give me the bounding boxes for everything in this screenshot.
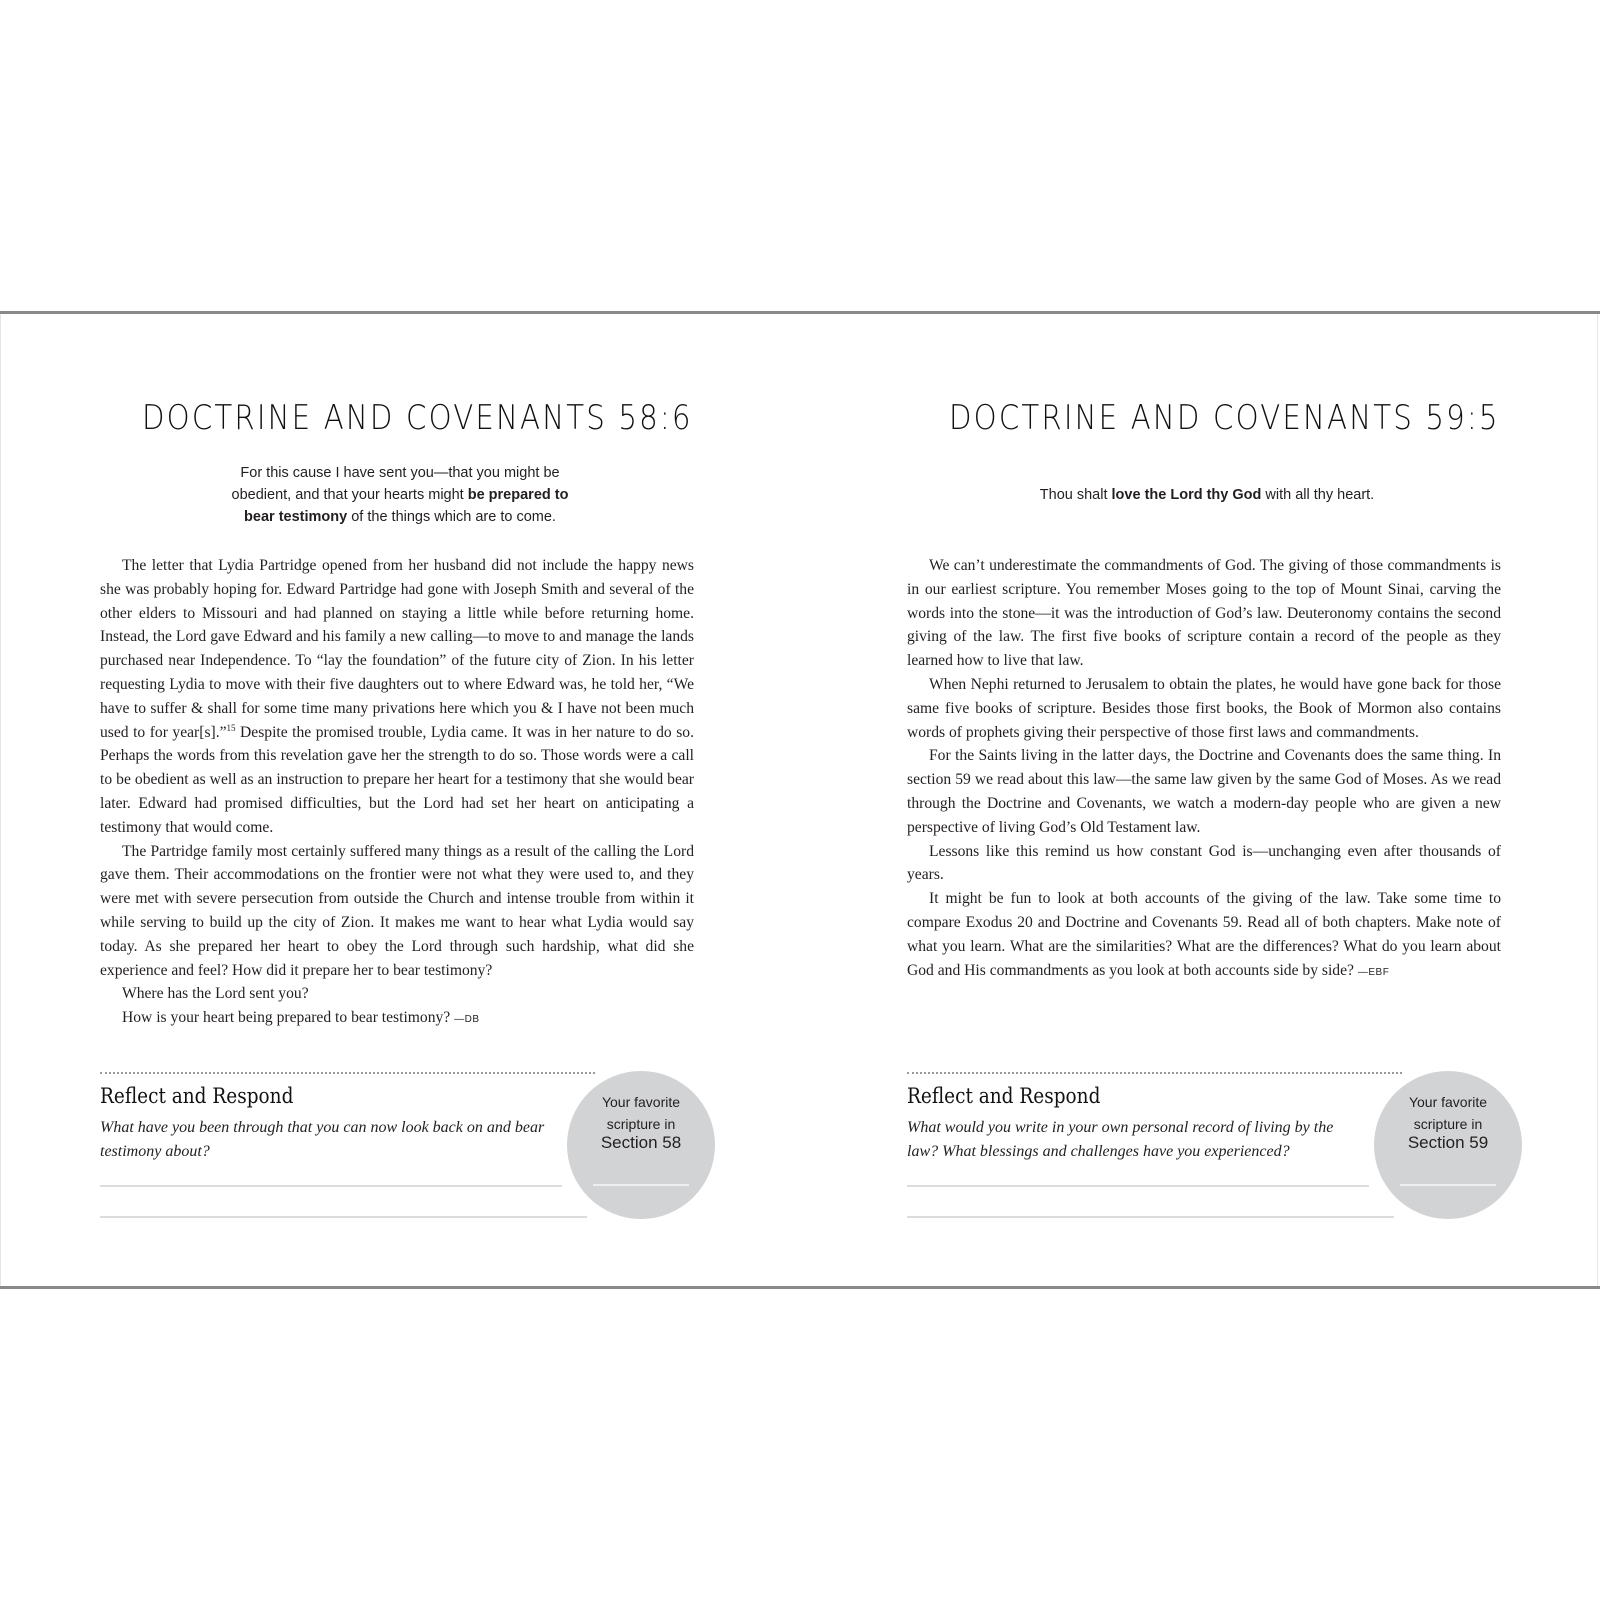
verse-text: obedient, and that your hearts might	[231, 487, 468, 503]
commentary-body	[100, 554, 694, 1032]
favorite-scripture-circle[interactable]	[1374, 1071, 1522, 1219]
favorite-scripture-circle[interactable]	[567, 1071, 715, 1219]
commentary-body	[907, 554, 1501, 984]
paragraph: The Partridge family most certainly suffered many things as a result of the calling the Lord gave them. Their accommodations on the frontier were not what they were used to, and they were met with severe persecution from outside the Church and intense trouble from within it while serving to build up the city of Zion. It makes me want to hear what Lydia would say today. As she prepared her heart to obey the Lord through such hardship, what did she experience and feel? How did it prepare her to bear testimony?	[100, 842, 694, 979]
scripture-verse	[907, 484, 1507, 506]
paragraph: When Nephi returned to Jerusalem to obtain the plates, he would have gone back for those same five books of scripture. Besides those first books, the Book of Mormon also contains words of prophets giving their perspective of those first laws and commandments.	[907, 675, 1501, 741]
dotted-divider	[907, 1072, 1402, 1074]
reflect-question: What would you write in your own personal record of living by the law? What blessings and challenges have you experienced?	[907, 1119, 1334, 1160]
paragraph: Where has the Lord sent you?	[122, 985, 309, 1003]
favorite-writing-line[interactable]	[1400, 1184, 1496, 1186]
bottom-page-rule	[0, 1286, 1600, 1289]
writing-line[interactable]	[907, 1216, 1394, 1218]
right-page	[907, 314, 1517, 1286]
paragraph-text: Despite the promised trouble, Lydia came. It was in her nature to do so. Perhaps the words from this revelation gave her the strength to do so. Those words were a call to be obedient as well as an instruction to prepare her heart for a testimony that she would bear later. Edward had promised difficulties, but the Lord had set her heart on anticipating a testimony that would come.	[100, 723, 694, 836]
scripture-verse	[100, 462, 700, 528]
writing-line[interactable]	[100, 1216, 587, 1218]
writing-line[interactable]	[100, 1185, 562, 1187]
verse-emphasis: be prepared to	[467, 487, 569, 503]
favorite-label-line: Your favorite	[1408, 1094, 1488, 1110]
reflect-question: What have you been through that you can now look back on and bear testimony about?	[100, 1119, 545, 1160]
favorite-label-line: Your favorite	[601, 1094, 681, 1110]
verse-emphasis: love the Lord thy God	[1111, 487, 1262, 503]
favorite-label	[1374, 1091, 1522, 1135]
page-title: DOCTRINE AND COVENANTS 59:5	[949, 398, 1500, 438]
left-page	[100, 314, 710, 1286]
favorite-label-line: scripture in	[1413, 1116, 1483, 1132]
author-signature: —DB	[454, 1014, 480, 1026]
author-signature: —EBF	[1357, 966, 1390, 978]
verse-text: For this cause I have sent you—that you might be	[240, 465, 560, 481]
dotted-divider	[100, 1072, 595, 1074]
paragraph: Lessons like this remind us how constant God is—unchanging even after thousands of years.	[907, 842, 1501, 884]
verse-emphasis: bear testimony	[244, 509, 348, 525]
favorite-section: Section 59	[1407, 1133, 1489, 1152]
paragraph-text: The letter that Lydia Partridge opened from her husband did not include the happy news she was probably hoping for. Edward Partridge had gone with Joseph Smith and several of the other elders to Missouri and had planned on staying a little while before returning home. Instead, the Lord gave Edward and his family a new calling—to move to and manage the lands purchased near Independence. To “lay the foundation” of the future city of Zion. In his letter requesting Lydia to move with their five daughters out to where Edward was, he told her, “We have to suffer & shall for some time many privations here which you & I have not been much used to for year[s].”	[100, 557, 694, 741]
paragraph	[100, 1006, 694, 1032]
paragraph	[100, 554, 694, 840]
paragraph-text: It might be fun to look at both accounts of the giving of the law. Take some time to compare Exodus 20 and Doctrine and Covenants 59. Read all of both chapters. Make note of what you learn. What are the similarities? What are the differences? What do you learn about God and His commandments as you look at both accounts side by side?	[907, 890, 1501, 979]
verse-text: of the things which are to come.	[347, 509, 556, 525]
left-page-edge	[0, 314, 1, 1286]
verse-text: Thou shalt	[1039, 487, 1112, 503]
right-page-edge	[1597, 314, 1598, 1286]
paragraph-text: How is your heart being prepared to bear testimony?	[122, 1009, 451, 1027]
paragraph	[907, 887, 1501, 984]
reflect-heading: Reflect and Respond	[100, 1084, 294, 1108]
reflect-heading: Reflect and Respond	[907, 1084, 1101, 1108]
favorite-section: Section 58	[600, 1133, 682, 1152]
favorite-label	[567, 1091, 715, 1135]
verse-text: with all thy heart.	[1261, 487, 1375, 503]
paragraph: For the Saints living in the latter days, the Doctrine and Covenants does the same thing. In section 59 we read about this law—the same law given by the same God of Moses. As we read through the Doctrine and Covenants, we watch a modern-day people who are given a new perspective of living God’s Old Testament law.	[907, 747, 1501, 836]
footnote-marker[interactable]: 15	[226, 722, 236, 733]
paragraph: We can’t underestimate the commandments of God. The giving of those commandments is in our earliest scripture. You remember Moses going to the top of Mount Sinai, carving the words into the stone—it was the introduction of God’s law. Deuteronomy contains the second giving of the law. The first five books of scripture contain a record of the people as they learned how to live that law.	[907, 557, 1501, 670]
page-title: DOCTRINE AND COVENANTS 58:6	[142, 398, 693, 438]
favorite-writing-line[interactable]	[593, 1184, 689, 1186]
favorite-label-line: scripture in	[606, 1116, 676, 1132]
writing-line[interactable]	[907, 1185, 1369, 1187]
